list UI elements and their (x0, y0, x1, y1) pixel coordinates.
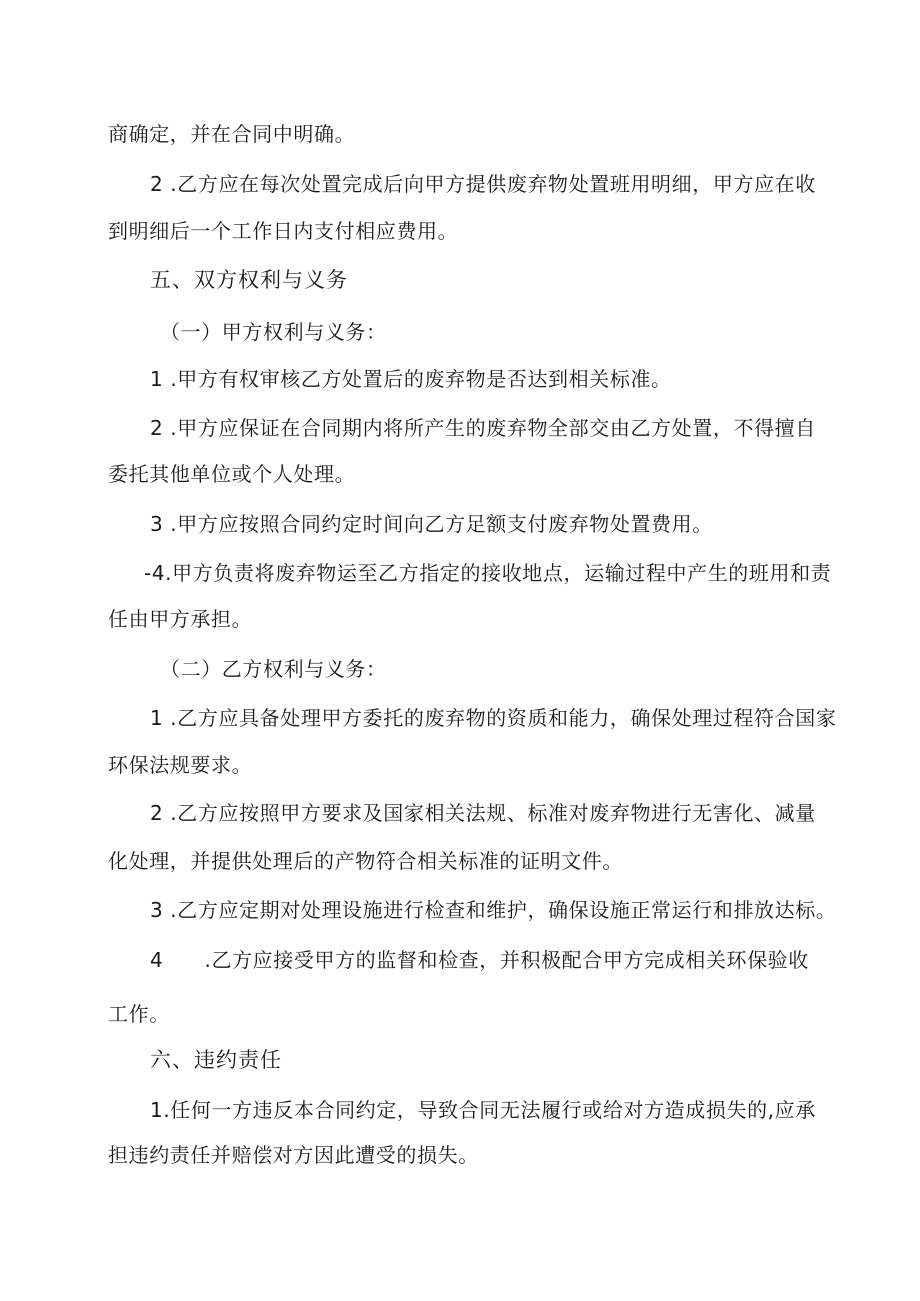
section-heading: 五、双方权利与义务 (150, 268, 348, 292)
paragraph-line: 任由甲方承担。 (108, 607, 253, 631)
subsection-heading: （二）乙方权利与义务： (160, 657, 387, 681)
paragraph-line: 2 .甲方应保证在合同期内将所产生的废弃物全部交由乙方处置，不得擅自 (150, 416, 816, 440)
paragraph-line: 3 .甲方应按照合同约定时间向乙方足额支付废弃物处置费用。 (150, 512, 713, 536)
paragraph-line: 到明细后一个工作日内支付相应费用。 (108, 219, 459, 243)
paragraph-line: 2 .乙方应在每次处置完成后向甲方提供废弃物处置班用明细，甲方应在收 (150, 172, 816, 196)
subsection-heading: （一）甲方权利与义务： (160, 320, 387, 344)
paragraph-line: 3 .乙方应定期对处理设施进行检查和维护，确保设施正常运行和排放达标。 (150, 898, 837, 922)
paragraph-line: 1.任何一方违反本合同约定，导致合同无法履行或给对方造成损失的,应承 (150, 1098, 816, 1122)
paragraph-line: -4.甲方负责将废弃物运至乙方指定的接收地点，运输过程中产生的班用和责 (144, 561, 832, 585)
paragraph-line: 担违约责任并赔偿对方因此遭受的损失。 (108, 1143, 479, 1167)
section-heading: 六、违约责任 (150, 1048, 282, 1072)
paragraph-line: 1 .乙方应具备处理甲方委托的废弃物的资质和能力，确保处理过程符合国家 (150, 706, 837, 730)
paragraph-line: 1 .甲方有权审核乙方处置后的废弃物是否达到相关标准。 (150, 367, 672, 391)
paragraph-line: 2 .乙方应按照甲方要求及国家相关法规、标准对废弃物进行无害化、减量 (150, 801, 816, 825)
paragraph-line: 化处理，并提供处理后的产物符合相关标准的证明文件。 (108, 849, 623, 873)
paragraph-line: 4 .乙方应接受甲方的监督和检查，并积极配合甲方完成相关环保验收 (150, 948, 809, 972)
paragraph-line: 工作。 (108, 1002, 170, 1026)
paragraph-line: 环保法规要求。 (108, 753, 253, 777)
paragraph-line: 商确定，并在合同中明确。 (108, 122, 356, 146)
paragraph-line: 委托其他单位或个人处理。 (108, 462, 356, 486)
